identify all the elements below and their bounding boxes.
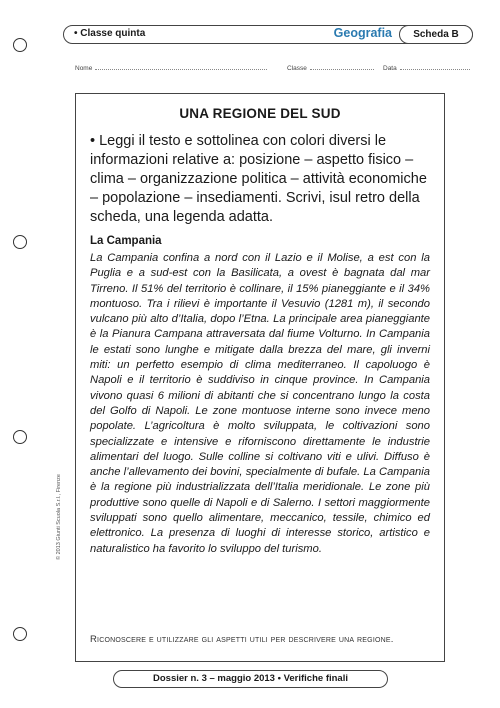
instructions-text: • Leggi il testo e sottolinea con colori diversi le informazioni relative a: posizione – aspetto fisico – clima – organizzazione politica – attività economiche – popolazione – insediamenti. Scrivi, isul retro della scheda, una legenda adatta. xyxy=(90,133,427,225)
class-field[interactable] xyxy=(287,64,374,72)
copyright-notice: © 2013 Giunti Scuola S.r.l., Firenze xyxy=(56,474,62,560)
date-dotted-line xyxy=(400,64,470,70)
binder-hole xyxy=(13,235,27,249)
class-dotted-line xyxy=(310,64,374,70)
subject-label: Geografia xyxy=(333,26,392,40)
header-bar xyxy=(63,25,473,44)
section-title: La Campania xyxy=(90,235,162,247)
footer-bar: Dossier n. 3 – maggio 2013 • Verifiche finali xyxy=(113,670,388,688)
binder-hole xyxy=(13,627,27,641)
class-field-label: Classe xyxy=(287,65,307,72)
objective-note: Riconoscere e utilizzare gli aspetti utili per descrivere una regione. xyxy=(90,634,394,645)
reading-text: La Campania confina a nord con il Lazio e il Molise, a est con la Puglia e a sud-est con la Basilicata, a ovest è bagnata dal mar Tirreno. Il 51% del territorio è collinare, il 15% pianeggiante e il 34% montuoso. Tra i rilievi è importante il Vesuvio (1281 m), il secondo vulcano più alto d’Italia, dopo l’Etna. La principale area pianeggiante è la Pianura Campana attraversata dal fiume Volturno. In Campania le estati sono lunghe e mitigate dalla brezza del mare, gli inverni miti: un perfetto esempio di clima mediterraneo. Il capoluogo è Napoli e il territorio è suddiviso in cinque province. In Campania vivono quasi 6 milioni di abitanti che si concentrano lungo la costa del Golfo di Napoli. Le zone montuose interne sono invece meno popolate. L’agricoltura è molto sviluppata, le coltivazioni sono specializzate e intensive e riforniscono direttamente le industrie alimentari del luogo. Sulle colline si coltivano viti e ulivi. Diffuso è anche l’allevamento dei bovini, specialmente di bufale. La Campania è la regione più industrializzata dell’Italia meridionale. Le zone più produttive sono quelle di Napoli e di Salerno. I settori maggiormente sviluppati sono quello alimentare, meccanico, tessile, chimico ed elettronico. La presenza di luoghi di interesse storico, artistico e naturalistico ha favorito lo sviluppo del turismo. xyxy=(90,252,430,555)
binder-hole xyxy=(13,430,27,444)
name-field[interactable] xyxy=(75,64,267,72)
date-field[interactable] xyxy=(383,64,470,72)
date-label: Data xyxy=(383,65,397,72)
name-label: Nome xyxy=(75,65,93,72)
class-label: • Classe quinta xyxy=(74,28,146,39)
sheet-label: Scheda B xyxy=(399,25,473,44)
content-frame xyxy=(75,93,445,662)
binder-hole xyxy=(13,38,27,52)
page-title: UNA REGIONE DEL SUD xyxy=(179,106,341,121)
name-dotted-line xyxy=(95,64,267,70)
